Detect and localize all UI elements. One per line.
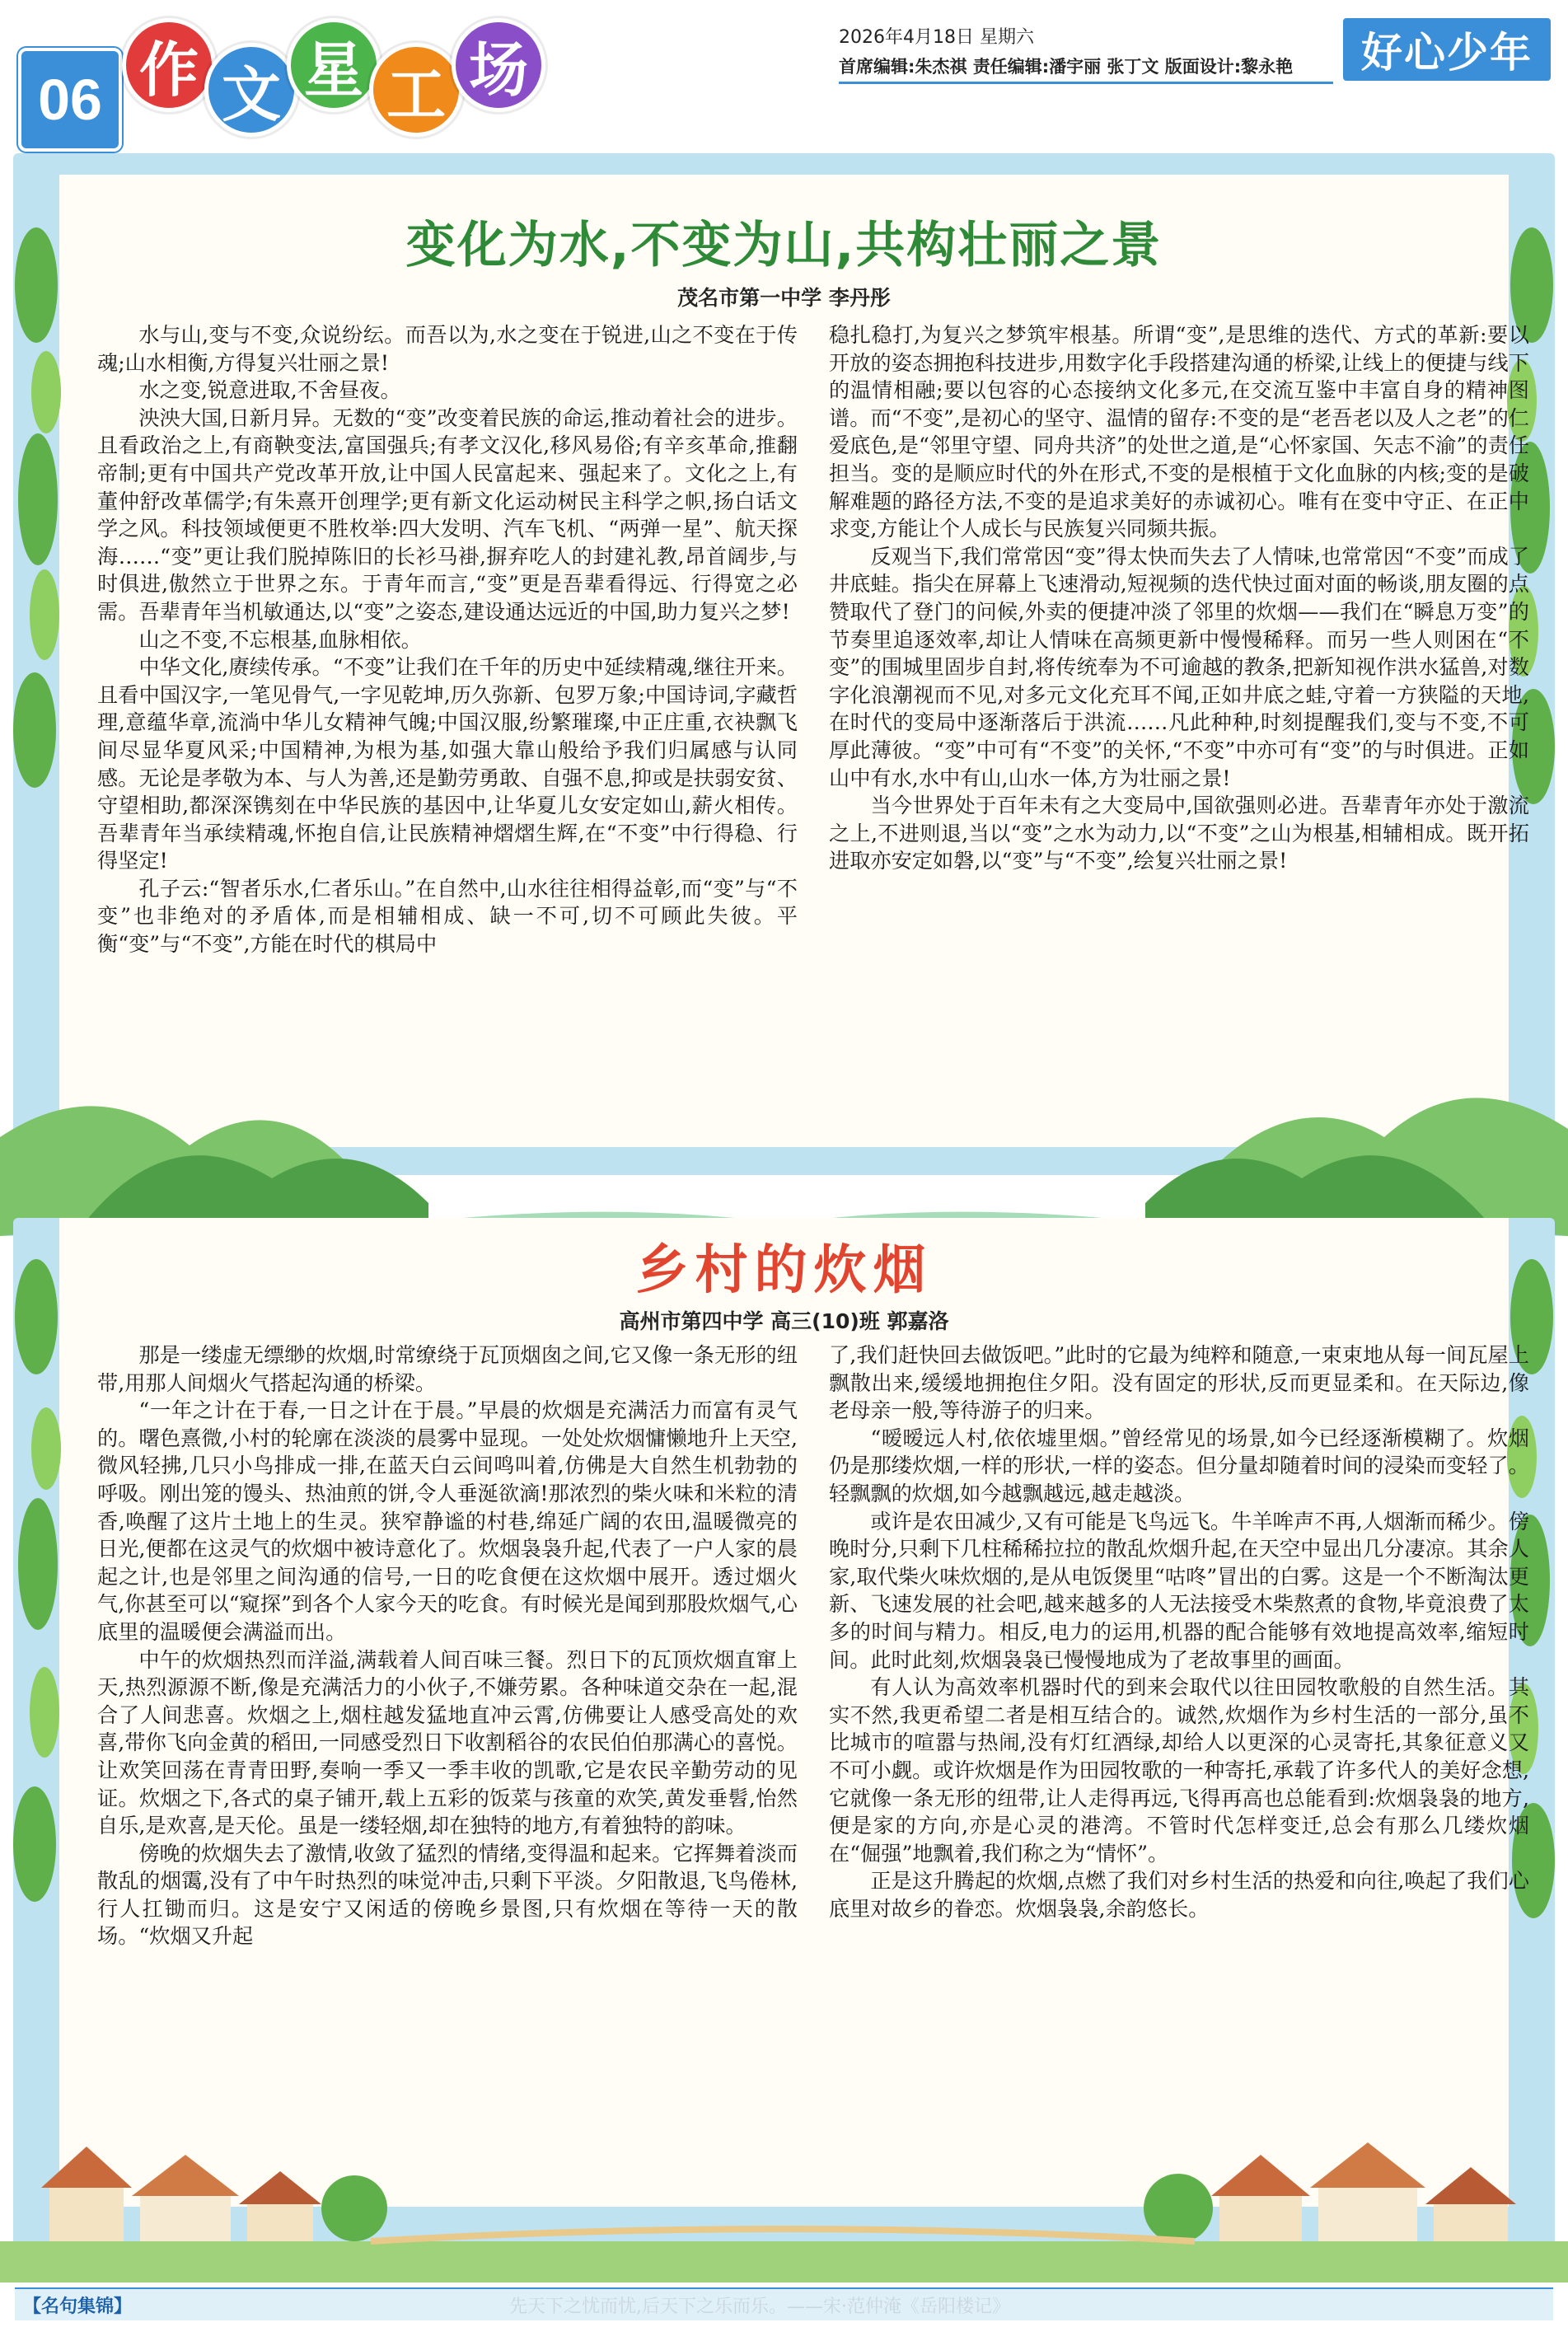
article1-column-right <box>829 321 1529 958</box>
paragraph: 或许是农田减少,又有可能是飞鸟远飞。牛羊哞声不再,人烟渐而稀少。傍晚时分,只剩下几柱稀稀拉拉的散乱炊烟升起,在天空中显出几分凄凉。其余人家,取代柴火味炊烟的,是从电饭煲里“咕咚”冒出的白雾。这是一个不断淘汰更新、飞速发展的社会吧,越来越多的人无法接受木柴熬煮的食物,毕竟浪费了太多的时间与精力。相反,电力的运用,机器的配合能够有效地提高效率,缩短时间。此时此刻,炊烟袅袅已慢慢地成为了老故事里的画面。 <box>829 1509 1529 1672</box>
famous-quote: 先天下之忧而忧,后天下之乐而乐。——宋·范仲淹《岳阳楼记》 <box>509 2296 1010 2317</box>
paragraph: 有人认为高效率机器时代的到来会取代以往田园牧歌般的自然生活。其实不然,我更希望二者是相互结合的。诚然,炊烟作为乡村生活的一部分,虽不比城市的喧嚣与热闹,没有灯红酒绿,却给人以更深的心灵寄托,其象征意义又不可小觑。或许炊烟是作为田园牧歌的一种寄托,承载了许多代人的美好念想,它就像一条无形的纽带,让人走得再远,飞得再高也总能看到:炊烟袅袅的地方,便是家的方向,亦是心灵的港湾。不管时代怎样变迁,总会有那么几缕炊烟在“倔强”地飘着,我们称之为“情怀”。 <box>829 1675 1529 1866</box>
column-title-char: 作 <box>122 18 216 112</box>
paragraph: 反观当下,我们常常因“变”得太快而失去了人情味,也常常因“不变”而成了井底蛙。指尖在屏幕上飞速滑动,短视频的迭代快过面对面的畅谈,朋友圈的点赞取代了登门的问候,外卖的便捷冲淡了邻里的炊烟——我们在“瞬息万变”的节奏里追逐效率,却让人情味在高频更新中慢慢稀释。而另一些人则困在“不变”的围城里固步自封,将传统奉为不可逾越的教条,把新知视作洪水猛兽,对数字化浪潮视而不见,对多元文化充耳不闻,正如井底之蛙,守着一方狭隘的天地,在时代的变局中逐渐落后于洪流……凡此种种,时刻提醒我们,变与不变,不可厚此薄彼。“变”中可有“不变”的关怀,“不变”中亦可有“变”的与时俱进。正如山中有水,水中有山,山水一体,方为壮丽之景! <box>829 544 1529 790</box>
brand-logo: 好心少年 <box>1343 18 1551 81</box>
issue-date: 2026年4月18日 星期六 <box>839 27 1034 48</box>
column-title-char: 场 <box>452 18 545 112</box>
paragraph: 稳扎稳打,为复兴之梦筑牢根基。所谓“变”,是思维的迭代、方式的革新:要以开放的姿态拥抱科技进步,用数字化手段搭建沟通的桥梁,让线上的便捷与线下的温情相融;要以包容的心态接纳文化多元,在交流互鉴中丰富自身的精神图谱。而“不变”,是初心的坚守、温情的留存:不变的是“老吾老以及人之老”的仁爱底色,是“邻里守望、同舟共济”的处世之道,是“心怀家国、矢志不渝”的责任担当。变的是顺应时代的外在形式,不变的是根植于文化血脉的内核;变的是破解难题的路径方法,不变的是追求美好的赤诚初心。唯有在变中守正、在正中求变,方能让个人成长与民族复兴同频共振。 <box>829 323 1529 541</box>
paragraph: 山之不变,不忘根基,血脉相依。 <box>138 627 422 652</box>
paragraph: 中午的炊烟热烈而洋溢,满载着人间百味三餐。烈日下的瓦顶炊烟直窜上天,热烈源源不断,像是充满活力的小伙子,不嫌劳累。各种味道交杂在一起,混合了人间悲喜。炊烟之上,烟柱越发猛地直冲云霄,仿佛要让人感受高处的欢喜,带你飞向金黄的稻田,一同感受烈日下收割稻谷的农民伯伯那满心的喜悦。让欢笑回荡在青青田野,奏响一季又一季丰收的凯歌,它是农民辛勤劳动的见证。炊烟之下,各式的桌子铺开,载上五彩的饭菜与孩童的欢笑,黄发垂髫,怡然自乐,是欢喜,是天伦。虽是一缕轻烟,却在独特的地方,有着独特的韵味。 <box>97 1647 798 1838</box>
article2-byline: 高州市第四中学 高三(10)班 郭嘉洛 <box>619 1309 949 1333</box>
article2-title: 乡村的炊烟 <box>635 1240 933 1301</box>
paragraph: 正是这升腾起的炊烟,点燃了我们对乡村生活的热爱和向往,唤起了我们心底里对故乡的眷恋。炊烟袅袅,余韵悠长。 <box>829 1869 1529 1921</box>
paragraph: 了,我们赶快回去做饭吧。”此时的它最为纯粹和随意,一束束地从每一间瓦屋上飘散出来,缓缓地拥抱住夕阳。没有固定的形状,反而更显柔和。在天际边,像老母亲一般,等待游子的归来。 <box>829 1343 1529 1423</box>
article2-column-right <box>829 1341 1529 1950</box>
article1-byline: 茂名市第一中学 李丹彤 <box>677 286 891 310</box>
article2-column-left <box>97 1341 798 1950</box>
paragraph: “暧暧远人村,依依墟里烟。”曾经常见的场景,如今已经逐渐模糊了。炊烟仍是那缕炊烟,一样的形状,一样的姿态。但分量却随着时间的浸染而变轻了。轻飘飘的炊烟,如今越飘越远,越走越淡。 <box>829 1426 1529 1505</box>
article1-body <box>97 321 1529 958</box>
house-right-group <box>1144 2142 1516 2243</box>
article1-column-left <box>97 321 798 958</box>
paragraph: 水与山,变与不变,众说纷纭。而吾以为,水之变在于锐进,山之不变在于传魂;山水相衡,方得复兴壮丽之景! <box>97 323 798 375</box>
paragraph: 当今世界处于百年未有之大变局中,国欲强则必进。吾辈青年亦处于激流之上,不进则退,当以“变”之水为动力,以“不变”之山为根基,相辅相成。既开拓进取亦安定如磐,以“变”与“不变”,绘复兴壮丽之景! <box>829 794 1529 873</box>
issue-meta <box>839 23 1333 84</box>
column-title <box>122 18 550 150</box>
editor-credits: 首席编辑:朱杰祺 责任编辑:潘宇丽 张丁文 版面设计:黎永艳 <box>839 54 1333 84</box>
paragraph: 孔子云:“智者乐水,仁者乐山。”在自然中,山水往往相得益彰,而“变”与“不变”也非绝对的矛盾体,而是相辅相成、缺一不可,切不可顾此失彼。平衡“变”与“不变”,方能在时代的棋局中 <box>97 876 798 957</box>
column-title-char: 文 <box>204 43 298 137</box>
paragraph: 傍晚的炊烟失去了激情,收敛了猛烈的情绪,变得温和起来。它挥舞着淡而散乱的烟霭,没有了中午时热烈的味觉冲击,只剩下平淡。夕阳散退,飞鸟倦林,行人扛锄而归。这是安宁又闲适的傍晚乡景图,只有炊烟在等待一天的散场。“炊烟又升起 <box>97 1841 798 1949</box>
mountain-landscape-illustration <box>0 1038 1568 1236</box>
quote-footer <box>15 2287 1553 2320</box>
paragraph: 泱泱大国,日新月异。无数的“变”改变着民族的命运,推动着社会的进步。且看政治之上,有商鞅变法,富国强兵;有孝文汉化,移风易俗;有辛亥革命,推翻帝制;更有中国共产党改革开放,让中国人民富起来、强起来了。文化之上,有董仲舒改革儒学;有朱熹开创理学;更有新文化运动树民主科学之帜,扬白话文学之风。科技领域便更不胜枚举:四大发明、汽车飞机、“两弹一星”、航天探海……“变”更让我们脱掉陈旧的长衫马褂,摒弃吃人的封建礼教,昂首阔步,与时俱进,傲然立于世界之东。于青年而言,“变”更是吾辈看得远、行得宽之必需。吾辈青年当机敏通达,以“变”之姿态,建设通达远近的中国,助力复兴之梦! <box>97 405 798 624</box>
article1-frame <box>13 153 1555 1175</box>
paragraph: 那是一缕虚无缥缈的炊烟,时常缭绕于瓦顶烟囱之间,它又像一条无形的纽带,用那人间烟火气搭起沟通的桥梁。 <box>97 1343 798 1395</box>
column-title-char: 工 <box>369 43 463 137</box>
page-number: 06 <box>18 48 122 152</box>
article2-body <box>97 1341 1529 1950</box>
column-title-char: 星 <box>287 18 381 112</box>
quote-section-label: 【名句集锦】 <box>23 2296 133 2317</box>
paragraph: “一年之计在于春,一日之计在于晨。”早晨的炊烟是充满活力而富有灵气的。曙色熹微,小村的轮廓在淡淡的晨雾中显现。一处处炊烟慵懒地升上天空,微风轻拂,几只小鸟排成一排,在蓝天白云间鸣叫着,仿佛是大自然生机勃勃的呼吸。刚出笼的馒头、热油煎的饼,令人垂涎欲滴!那浓烈的柴火味和米粒的清香,唤醒了这片土地上的生灵。狭窄静谧的村巷,绵延广阔的农田,温暖微亮的日光,便都在这灵气的炊烟中被诗意化了。炊烟袅袅升起,代表了一户人家的晨起之计,也是邻里之间沟通的信号,一日的吃食便在这炊烟中展开。透过烟火气,你甚至可以“窥探”到各个人家今天的吃食。有时候光是闻到那股炊烟气,心底里的温暖便会满溢而出。 <box>97 1398 798 1644</box>
village-illustration <box>0 2109 1568 2283</box>
paragraph: 中华文化,赓续传承。“不变”让我们在千年的历史中延续精魂,继往开来。且看中国汉字,一笔见骨气,一字见乾坤,历久弥新、包罗万象;中国诗词,字藏哲理,意蕴华章,流淌中华儿女精神气魄;中国汉服,纷繁璀璨,中正庄重,衣袂飘飞间尽显华夏风采;中国精神,为根为基,如强大靠山般给予我们归属感与认同感。无论是孝敬为本、与人为善,还是勤劳勇敢、自强不息,抑或是扶弱安贫、守望相助,都深深镌刻在中华民族的基因中,让华夏儿女安定如山,薪火相传。吾辈青年当承续精魂,怀抱自信,让民族精神熠熠生辉,在“不变”中行得稳、行得坚定! <box>97 655 798 873</box>
paragraph: 水之变,锐意进取,不舍昼夜。 <box>138 378 401 403</box>
article1-title: 变化为水,不变为山,共构壮丽之景 <box>405 217 1163 274</box>
house-left-group <box>41 2147 387 2241</box>
page-header <box>0 0 1568 144</box>
